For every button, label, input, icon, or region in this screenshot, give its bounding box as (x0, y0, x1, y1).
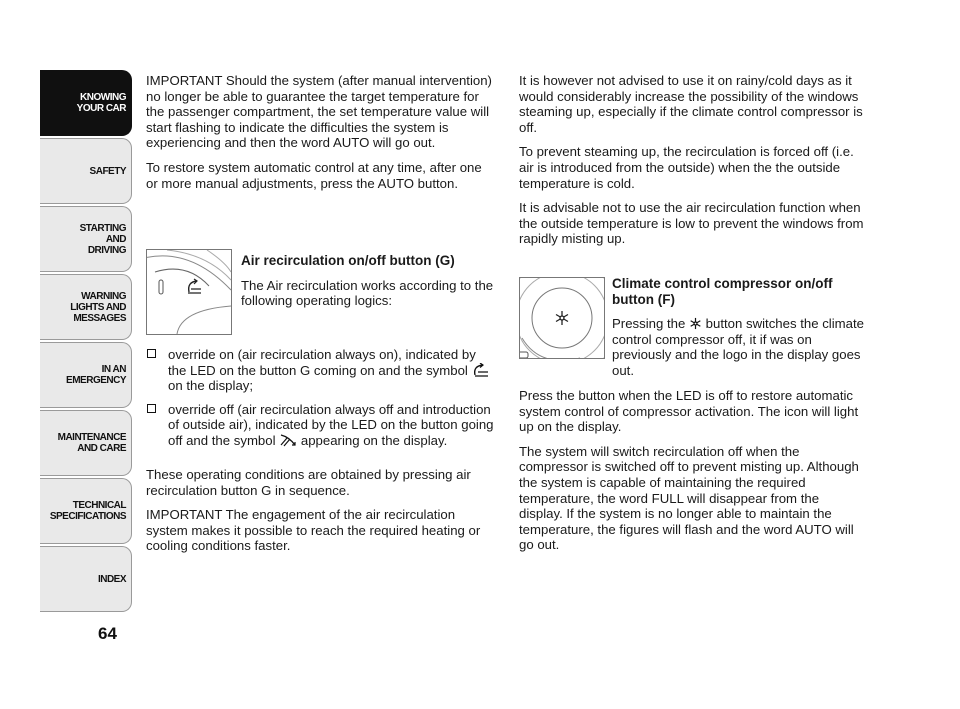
recirculation-button-illustration (147, 250, 231, 334)
compressor-section (612, 276, 864, 388)
left-lower-text (146, 467, 496, 563)
list-item: override on (air recirculation always on), indicated by the LED on the button G coming on and the symbol on the display; (146, 347, 496, 394)
checkbox-bullet-icon (147, 349, 156, 358)
tab-warning-lights[interactable]: WARNING LIGHTS AND MESSAGES (40, 274, 132, 340)
list-item: override off (air recirculation always off and introduction of outside air), indicated by the LED on the button going off and the symbol appearing on the display. (146, 402, 496, 449)
compressor-button-illustration (520, 278, 604, 358)
recirculation-section (241, 253, 496, 318)
tab-starting-and-driving[interactable]: STARTING AND DRIVING (40, 206, 132, 272)
section-heading: Air recirculation on/off button (G) (241, 253, 455, 268)
paragraph: IMPORTANT The engagement of the air recirculation system makes it possible to reach the required heating or cooling conditions faster. (146, 507, 481, 554)
tab-index[interactable]: INDEX (40, 546, 132, 612)
paragraph: Press the button when the LED is off to restore automatic system control of compressor activation. The icon will light up on the display. (519, 388, 859, 435)
snowflake-icon (689, 317, 702, 330)
paragraph: The Air recirculation works according to the following operating logics: (241, 277, 494, 309)
recirculation-icon (188, 279, 201, 293)
bullet-list (146, 347, 496, 457)
paragraph: It is however not advised to use it on rainy/cold days as it would considerably increase the possibility of the windows steaming up, especially if the climate control compressor is off. (519, 73, 863, 135)
left-column (146, 73, 496, 200)
tab-in-an-emergency[interactable]: IN AN EMERGENCY (40, 342, 132, 408)
paragraph: It is advisable not to use the air recirculation function when the outside temperature is low to prevent the windows from rapidly misting up. (519, 200, 864, 247)
paragraph: To prevent steaming up, the recirculation is forced off (i.e. air is introduced from the outside) when the the outside temperature is cold. (519, 144, 854, 191)
paragraph: These operating conditions are obtained by pressing air recirculation button G in sequence. (146, 467, 471, 498)
tab-technical-specifications[interactable]: TECHNICAL SPECIFICATIONS (40, 478, 132, 544)
tab-knowing-your-car[interactable]: KNOWING YOUR CAR (40, 70, 132, 136)
right-column (519, 73, 864, 256)
checkbox-bullet-icon (147, 404, 156, 413)
paragraph: IMPORTANT Should the system (after manual intervention) no longer be able to guarantee the target temperature for the passenger compartment, the set temperature value will start flashing to indicate the difficulties the system is experiencing and then the word AUTO will go out. (146, 73, 492, 151)
compressor-button-figure (519, 277, 605, 359)
right-lower-text (519, 388, 864, 562)
chapter-tabs (40, 70, 132, 614)
paragraph: The system will switch recirculation off when the compressor is switched off to prevent misting up. Although the system is capable of maintaining the required temperature, the word FULL will disappear from the display. If the system is no longer able to maintain the temperature, the figures will flash and the word AUTO will go out. (519, 443, 859, 553)
tab-maintenance-and-care[interactable]: MAINTENANCE AND CARE (40, 410, 132, 476)
page-number: 64 (98, 624, 117, 643)
tab-safety[interactable]: SAFETY (40, 138, 132, 204)
section-heading: Climate control compressor on/off button (F) (612, 276, 833, 307)
paragraph: Pressing the button switches the climate control compressor off, it if was on previously and the logo in the display goes out. (612, 316, 864, 378)
recirculation-button-figure (146, 249, 232, 335)
recirculation-icon (472, 363, 490, 377)
recirculation-off-icon (279, 433, 297, 447)
paragraph: To restore system automatic control at any time, after one or more manual adjustments, press the AUTO button. (146, 159, 482, 191)
snowflake-icon (556, 311, 568, 325)
